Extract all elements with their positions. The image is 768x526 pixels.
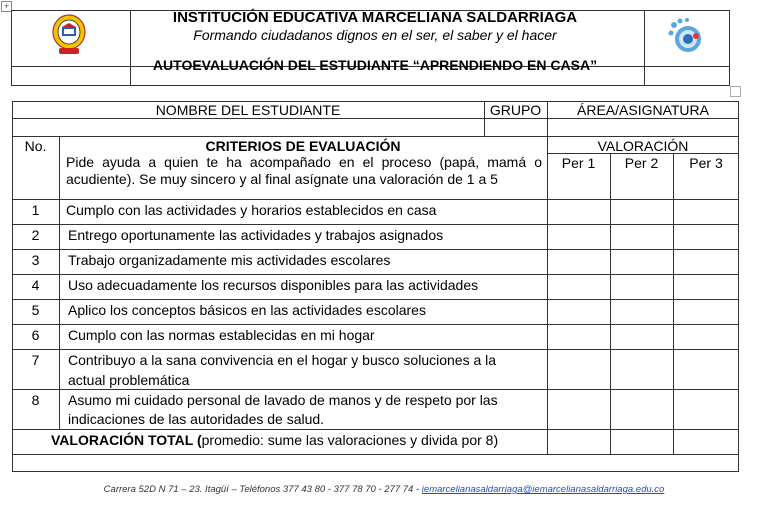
valoracion-header: VALORACIÓN [597, 138, 689, 154]
institution-name: INSTITUCIÓN EDUCATIVA MARCELIANA SALDARRIAGA [172, 9, 578, 26]
criterion-text: Cumplo con las actividades y horarios establecidos en casa [66, 202, 437, 218]
area-label: ÁREA/ASIGNATURA [577, 102, 709, 118]
form-title: AUTOEVALUACIÓN DEL ESTUDIANTE “APRENDIENDO EN CASA” [152, 57, 598, 73]
student-name-label: NOMBRE DEL ESTUDIANTE [155, 102, 341, 118]
area-field[interactable] [548, 119, 738, 136]
item-number: 4 [31, 277, 40, 293]
number-column-header: No. [24, 138, 47, 154]
item-number: 1 [31, 202, 40, 218]
criterion-text: Uso adecuadamente los recursos disponibles para las actividades [68, 277, 479, 293]
table-move-handle-icon[interactable]: + [1, 1, 12, 12]
total-label-bold: VALORACIÓN TOTAL ( [51, 432, 202, 448]
criterion-text: Contribuyo a la sana convivencia en el hogar y busco soluciones a la [68, 352, 497, 368]
page-footer [0, 484, 768, 495]
footer-email-link[interactable]: iemarcelianasaldarriaga@iemarcelianasaldarriaga.edu.co [421, 484, 665, 495]
criterion-text: actual problemática [68, 372, 190, 388]
criteria-title: CRITERIOS DE EVALUACIÓN [205, 138, 401, 154]
footer-address: Carrera 52D N 71 – 23. Itagüí – Teléfonos 377 43 80 - 377 78 70 - 277 74 - [103, 484, 420, 495]
criterion-text: Asumo mi cuidado personal de lavado de manos y de respeto por las [68, 392, 498, 408]
item-number: 7 [31, 352, 40, 368]
item-number: 6 [31, 327, 40, 343]
criteria-instructions-line2: acudiente). Se muy sincero y al final asígnate una valoración de 1 a 5 [66, 171, 498, 187]
criteria-instructions-line1: Pide ayuda a quien te ha acompañado en el proceso (papá, mamá o [66, 154, 542, 170]
criterion-text: Trabajo organizadamente mis actividades escolares [68, 252, 391, 268]
total-label [51, 431, 498, 449]
period-header: Per 3 [689, 155, 723, 171]
criterion-text: indicaciones de las autoridades de salud. [68, 411, 325, 427]
criterion-text: Entrego oportunamente las actividades y trabajos asignados [68, 227, 444, 243]
total-label-rest: promedio: sume las valoraciones y divida por 8) [201, 432, 499, 448]
student-name-field[interactable] [13, 119, 483, 136]
period-header: Per 2 [624, 155, 659, 171]
criterion-text: Cumplo con las normas establecidas en mi hogar [68, 327, 375, 343]
item-number: 3 [31, 252, 40, 268]
group-field[interactable] [485, 119, 546, 136]
institution-motto: Formando ciudadanos dignos en el ser, el saber y el hacer [193, 27, 557, 43]
criterion-text: Aplico los conceptos básicos en las actividades escolares [68, 302, 426, 318]
group-label: GRUPO [489, 102, 542, 118]
period-header: Per 1 [561, 155, 596, 171]
item-number: 2 [31, 227, 40, 243]
item-number: 5 [31, 302, 40, 318]
item-number: 8 [31, 392, 40, 408]
